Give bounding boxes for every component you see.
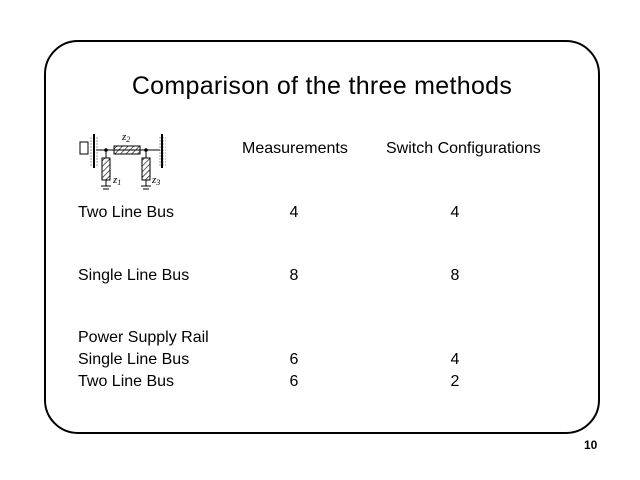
switch-config-value: 2 <box>450 373 460 390</box>
switch-config-value: 8 <box>450 267 460 284</box>
z3-label: z3 <box>152 174 161 187</box>
row-label-single-line-bus: Single Line Bus <box>78 267 190 284</box>
page-number: 10 <box>584 438 598 452</box>
header-measurements: Measurements <box>242 140 348 157</box>
measurements-value: 8 <box>289 267 299 284</box>
left-connector <box>80 142 88 154</box>
row-label-psr-two-line-bus: Two Line Bus <box>78 373 175 390</box>
row-label-two-line-bus: Two Line Bus <box>78 204 175 221</box>
row-label-power-supply-rail: Power Supply Rail <box>78 329 209 346</box>
measurements-value: 6 <box>289 373 299 390</box>
measurements-value: 6 <box>289 351 299 368</box>
z2-label: z2 <box>122 131 131 144</box>
header-switch-configurations: Switch Configurations <box>386 140 541 157</box>
bus-circuit-diagram <box>78 128 178 196</box>
z3-resistor <box>142 158 150 180</box>
slide-title: Comparison of the three methods <box>131 72 513 100</box>
row-label-psr-single-line-bus: Single Line Bus <box>78 351 190 368</box>
measurements-value: 4 <box>289 204 299 221</box>
switch-config-value: 4 <box>450 351 460 368</box>
switch-config-value: 4 <box>450 204 460 221</box>
z1-label: z1 <box>113 174 122 187</box>
z1-resistor <box>102 158 110 180</box>
z2-resistor <box>114 146 140 154</box>
